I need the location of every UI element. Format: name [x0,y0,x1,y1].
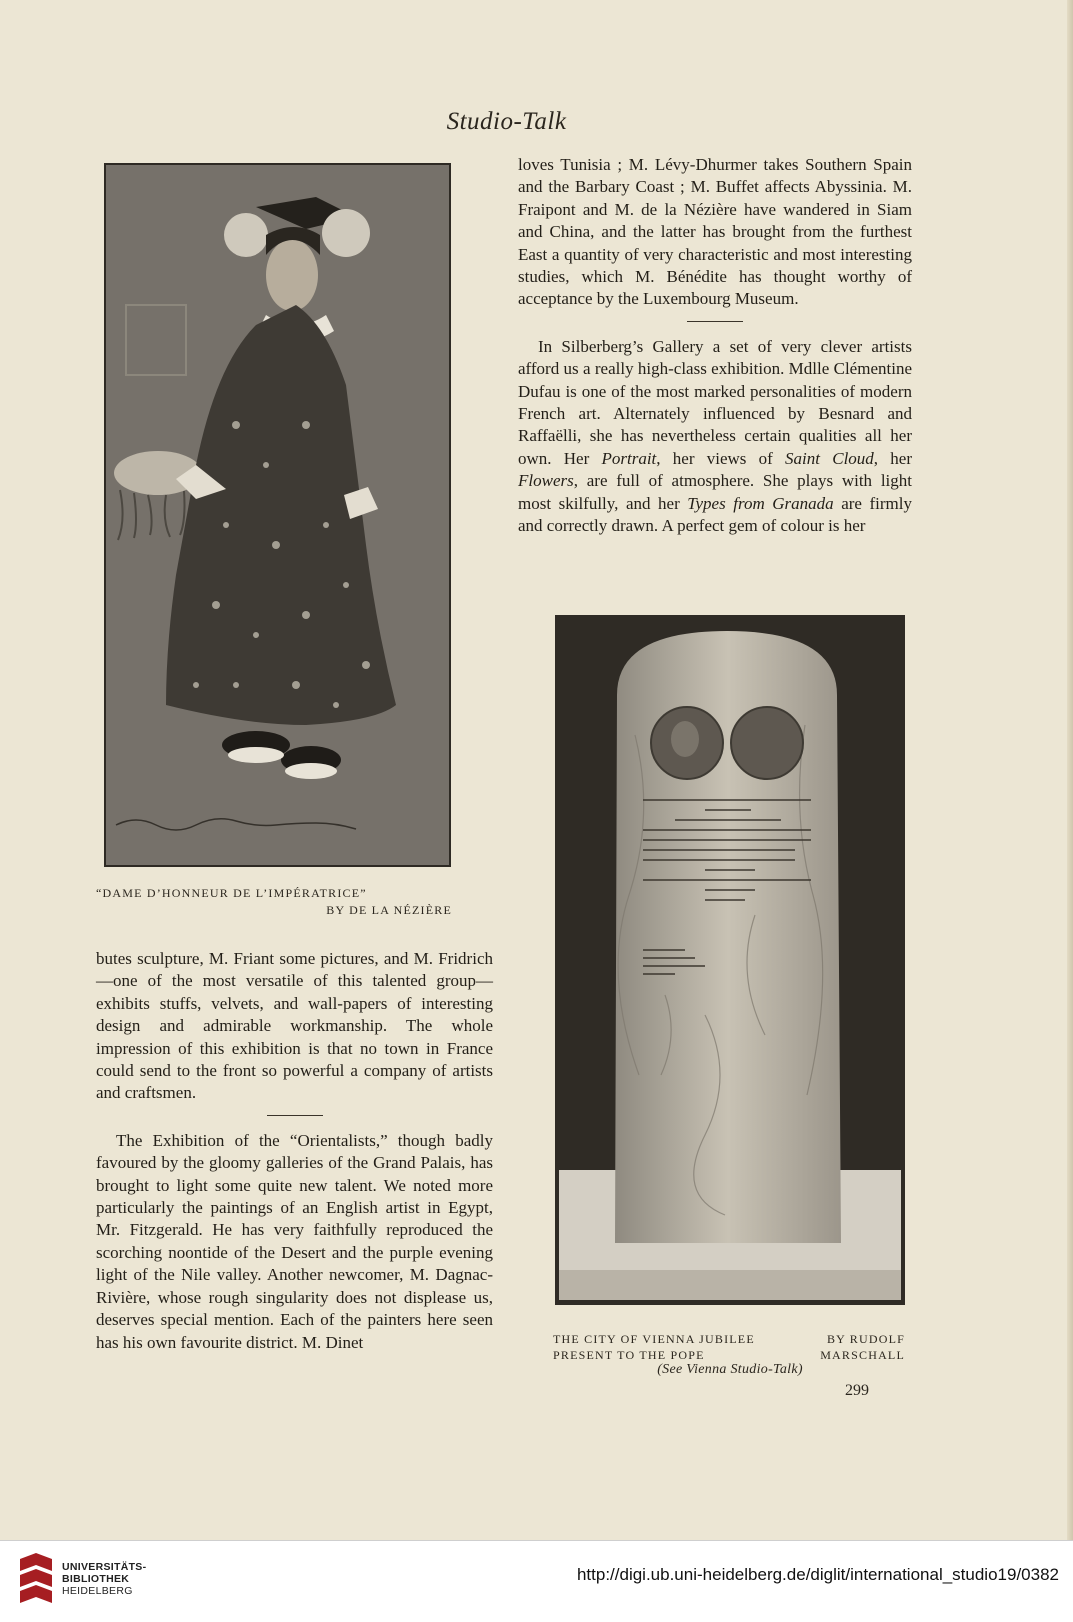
caption-line: MARSCHALL [820,1348,905,1362]
text-run: , are full of atmosphere. She plays with light most skilfully, and her [518,471,912,513]
text-run: In Silberberg’s Gallery a set of very clever artists afford us a really high-class exhibition. Mdlle Clémentine Dufau is one of the most marked personalities of modern French art. Alternately influenced by Besnard and Raffaëlli, she has nevertheless certain qualities all her own. Her [518,336,912,468]
italic-title: Portrait [601,448,657,468]
caption-line: PRESENT TO THE POPE [553,1348,705,1362]
library-name [62,1561,146,1597]
page-number: 299 [845,1382,869,1399]
left-column-text [96,948,493,1354]
running-head: Studio-Talk [446,108,567,135]
italic-title: Saint Cloud [785,448,874,468]
caption-right-artist [820,1331,905,1363]
section-rule [687,321,743,322]
italic-title: Flowers [518,471,574,491]
library-name-line: UNIVERSITÄTS- [62,1561,147,1573]
italic-title: Types from Granada [687,493,834,513]
viewer-footer [0,1540,1073,1622]
text-run: , her [873,448,912,468]
university-library-logo-icon [14,1551,58,1607]
monument-photo [555,615,905,1305]
paragraph: butes sculpture, M. Friant some pictures, and M. Fridrich—one of the most versatile of this talented group—exhibits stuffs, velvets, and wall-papers of interesting design and admirable workmanship. The whole impression of this exhibition is that no town in France could send to the front so powerful a company of artists and craftsmen. [96,949,493,1103]
caption-right-title [553,1331,803,1363]
caption-right-note: (See Vienna Studio-Talk) [657,1362,803,1377]
photo-vienna-jubilee-monument [555,615,905,1305]
caption-line: THE CITY OF VIENNA JUBILEE [553,1332,755,1346]
library-name-line: HEIDELBERG [62,1585,133,1597]
text-run: are firmly and correctly drawn. A perfect gem of colour is her [518,493,912,536]
paragraph: loves Tunisia ; M. Lévy-Dhurmer takes Southern Spain and the Barbary Coast ; M. Buffet affects Abyssinia. M. Fraipont and M. de la Nézière have wandered in Siam and China, and the latter has brought from the furthest East a quantity of very characteristic and most interesting studies, which M. Bénédite has thought worthy of acceptance by the Luxembourg Museum. [518,155,912,309]
caption-line: BY RUDOLF [826,1332,905,1346]
court-lady-drawing [106,165,449,865]
text-run: , her views of [656,448,786,468]
section-rule [267,1115,323,1116]
caption-left-artist: BY DE LA NÉZIÈRE [326,903,452,917]
permalink-url[interactable]: http://digi.ub.uni-heidelberg.de/diglit/international_studio19/0382 [576,1565,1059,1584]
library-name-line: BIBLIOTHEK [62,1573,130,1585]
right-column-text [518,154,912,538]
caption-left-title: “DAME D’HONNEUR DE L’IMPÉRATRICE” [96,886,367,900]
illustration-dame-dhonneur [104,163,451,867]
paragraph: The Exhibition of the “Orientalists,” though badly favoured by the gloomy galleries of the Grand Palais, has brought to light some quite new talent. We noted more particularly the paintings of an English artist in Egypt, Mr. Fitzgerald. He has very faithfully reproduced the scorching noontide of the Desert and the purple evening light of the Nile valley. Another newcomer, M. Dagnac-Rivière, whose rough singularity does not displease us, deserves special mention. Each of the painters here seen has his own favourite district. M. Dinet [96,1130,493,1352]
paragraph [518,336,912,538]
